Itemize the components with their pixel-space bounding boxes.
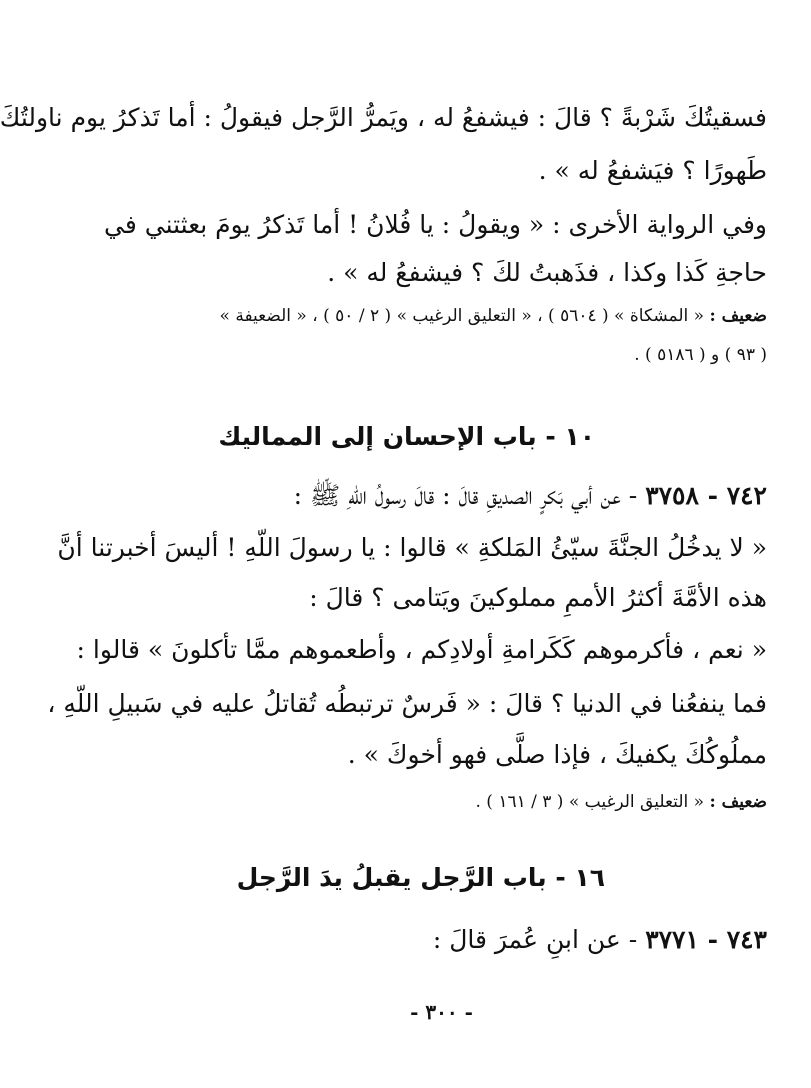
text-line-1: فسقيتُكَ شَرْبةً ؟ قالَ : فيشفعُ له ، ويَمرُّ الرَّجل فيقولُ : أما تَذكرُ يوم ناولتُكَ <box>0 103 767 132</box>
footnote-line-2: ( ٩٣ ) و ( ٥١٨٦ ) . <box>634 345 767 365</box>
hadith-743-header <box>113 922 767 958</box>
text-line-9: مملُوكُكَ يكفيكَ ، فإذا صلَّى فهو أخوكَ » . <box>347 740 767 769</box>
chapter-heading-10: ١٠ - باب الإحسان إلى المماليك <box>218 422 595 451</box>
footnote-grade-label-2: ضعيف : <box>709 792 767 812</box>
text-line-6: هذه الأمَّةَ أكثرُ الأممِ مملوكينَ ويَتامى ؟ قالَ : <box>309 583 767 612</box>
footnote-sources: « المشكاة » ( ٥٦٠٤ ) ، « التعليق الرغيب » ( ٢ / ٥٠ ) ، « الضعيفة » <box>219 306 705 326</box>
hadith-742-header <box>113 478 767 514</box>
text-line-2: طَهورًا ؟ فيَشفعُ له » . <box>538 156 767 185</box>
chapter-heading-16: ١٦ - باب الرَّجل يقبلُ يدَ الرَّجل <box>236 863 605 892</box>
footnote-grade-label: ضعيف : <box>709 306 767 326</box>
hadith-742-intro: - عن أبي بَكرٍ الصديقِ قالَ : قالَ رسولُ اللّهِ ﷺ : <box>293 481 638 510</box>
footnote-line-1 <box>113 303 767 329</box>
text-line-8: فما ينفعُنا في الدنيا ؟ قالَ : « فَرسٌ ترتبطُه تُقاتلُ عليه في سَبيلِ اللّهِ ، <box>47 689 767 718</box>
text-line-7: « نعم ، فأكرموهم كَكَرامةِ أولادِكم ، وأطعموهم ممَّا تأكلونَ » قالوا : <box>76 635 767 664</box>
footnote-line-3 <box>113 789 767 815</box>
hadith-742-number: ٧٤٢ - ٣٧٥٨ <box>645 481 767 510</box>
hadith-743-intro: - عن ابنِ عُمرَ قالَ : <box>432 925 638 954</box>
page-number: - ٣٠٠ - <box>410 1000 473 1024</box>
footnote-sources-2: « التعليق الرغيب » ( ٣ / ١٦١ ) . <box>475 792 705 812</box>
text-line-3: وفي الرواية الأخرى : « ويقولُ : يا فُلانُ ! أما تَذكرُ يومَ بعثتني في <box>104 210 767 239</box>
hadith-743-number: ٧٤٣ - ٣٧٧١ <box>645 925 767 954</box>
text-line-4: حاجةِ كَذا وكذا ، فذَهبتُ لكَ ؟ فيشفعُ له » . <box>327 258 767 287</box>
text-line-5: « لا يدخُلُ الجنَّةَ سيّئُ المَلكةِ » قالوا : يا رسولَ اللّهِ ! أليسَ أخبرتنا أنَّ <box>57 533 767 562</box>
